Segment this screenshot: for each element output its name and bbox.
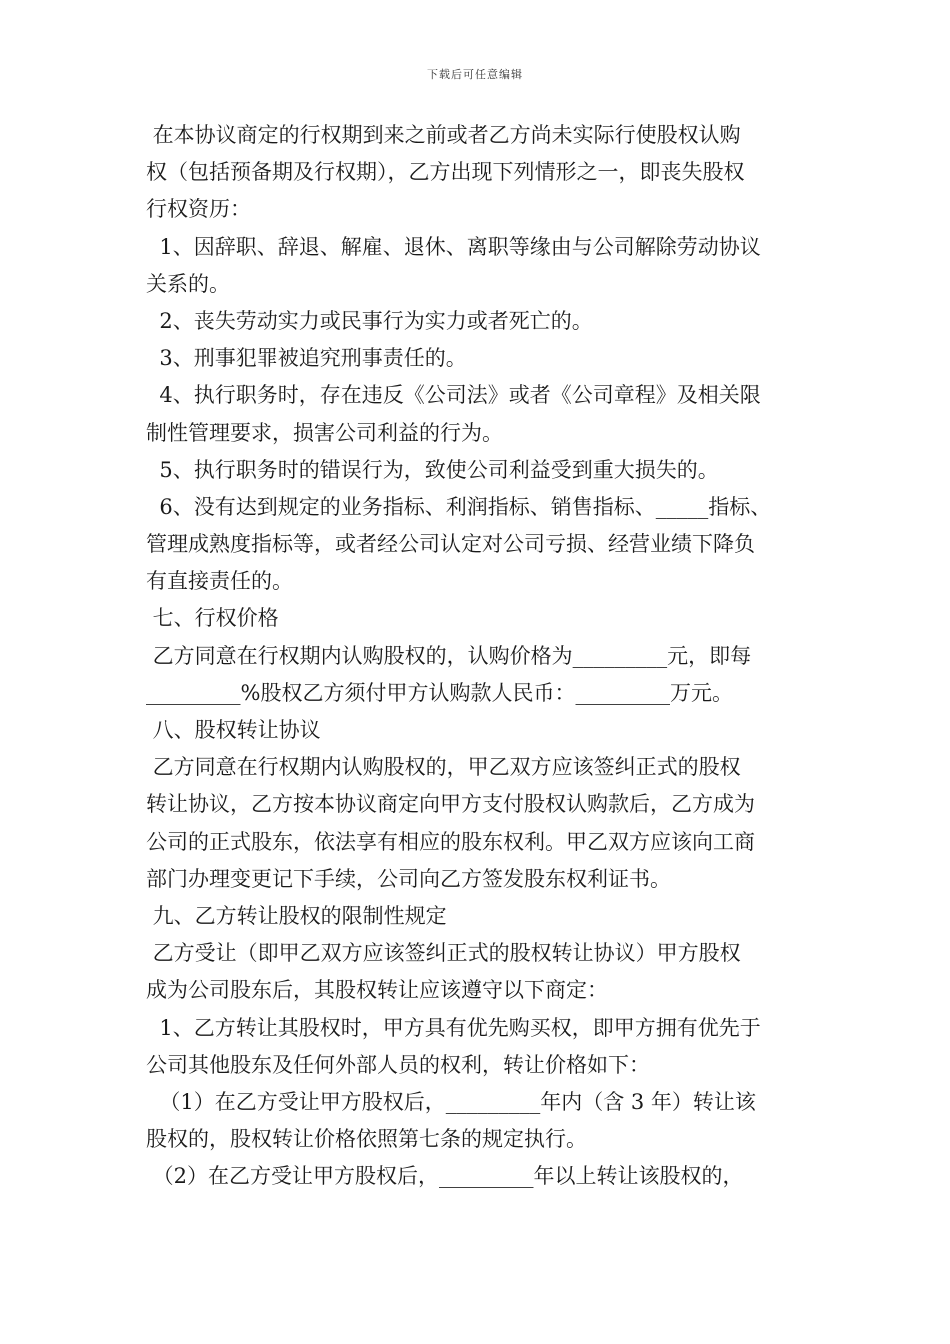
- text-line: 乙方受让（即甲乙双方应该签纠正式的股权转让协议）甲方股权: [146, 941, 741, 966]
- text-line: 5、执行职务时的错误行为，致使公司利益受到重大损失的。: [146, 457, 719, 482]
- text-line: 八、股权转让协议: [146, 718, 321, 742]
- text-line: 有直接责任的。: [146, 569, 293, 594]
- text-line: 乙方同意在行权期内认购股权的，甲乙双方应该签纠正式的股权: [146, 755, 741, 780]
- text-line: 权（包括预备期及行权期），乙方出现下列情形之一，即丧失股权: [146, 160, 745, 185]
- text-line: 七、行权价格: [146, 606, 279, 631]
- text-line: 2、丧失劳动实力或民事行为实力或者死亡的。: [146, 308, 593, 333]
- text-line: 成为公司股东后，其股权转让应该遵守以下商定：: [146, 978, 608, 1003]
- text-line: 公司的正式股东，依法享有相应的股东权利。甲乙双方应该向工商: [146, 829, 755, 854]
- text-line: 管理成熟度指标等，或者经公司认定对公司亏损、经营业绩下降负: [146, 532, 755, 557]
- text-line: 4、执行职务时，存在违反《公司法》或者《公司章程》及相关限: [146, 383, 761, 408]
- text-line: 制性管理要求，损害公司利益的行为。: [146, 420, 503, 445]
- page-header: 下载后可任意编辑: [427, 68, 523, 81]
- text-line: 在本协议商定的行权期到来之前或者乙方尚未实际行使股权认购: [146, 123, 741, 147]
- text-line: 公司其他股东及任何外部人员的权利，转让价格如下：: [146, 1052, 650, 1077]
- text-line: 行权资历：: [146, 197, 251, 222]
- text-line: 3、刑事犯罪被追究刑事责任的。: [146, 346, 467, 371]
- text-line: 转让协议，乙方按本协议商定向甲方支付股权认购款后，乙方成为: [146, 792, 755, 817]
- text-line: （2）在乙方受让甲方股权后，_________年以上转让该股权的，: [146, 1164, 744, 1189]
- document-body: [146, 117, 826, 1195]
- text-line: 九、乙方转让股权的限制性规定: [146, 903, 447, 928]
- text-line: 6、没有达到规定的业务指标、利润指标、销售指标、_____指标、: [146, 494, 772, 519]
- text-line: _________%股权乙方须付甲方认购款人民币：_________万元。: [146, 680, 733, 705]
- text-line: 1、乙方转让其股权时，甲方具有优先购买权，即甲方拥有优先于: [146, 1015, 761, 1040]
- text-line: 部门办理变更记下手续，公司向乙方签发股东权利证书。: [146, 866, 671, 891]
- text-line: 乙方同意在行权期内认购股权的，认购价格为_________元，即每: [146, 643, 752, 668]
- text-line: 关系的。: [146, 271, 230, 296]
- text-line: （1）在乙方受让甲方股权后，_________年内（含 3 年）转让该: [146, 1089, 756, 1114]
- text-line: 股权的，股权转让价格依照第七条的规定执行。: [146, 1127, 587, 1152]
- text-line: 1、因辞职、辞退、解雇、退休、离职等缘由与公司解除劳动协议: [146, 234, 761, 259]
